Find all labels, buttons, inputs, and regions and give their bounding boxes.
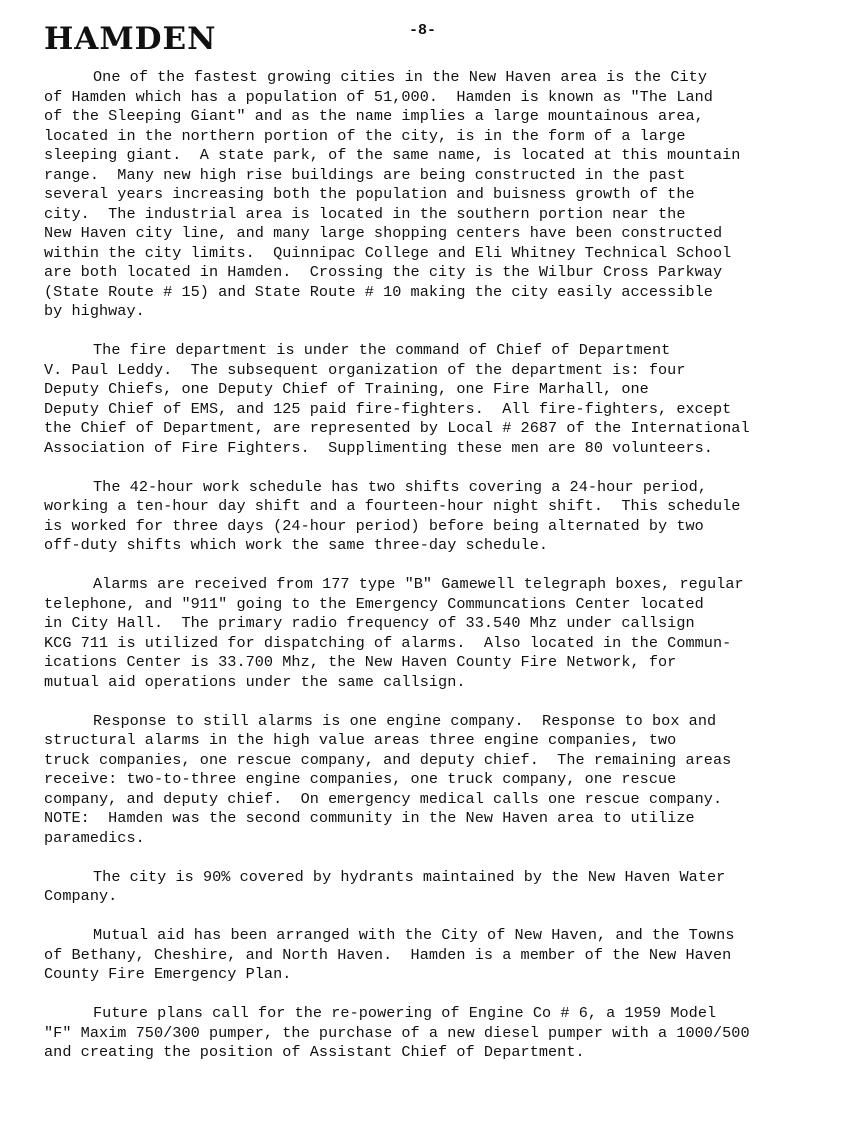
paragraph-line: ications Center is 33.700 Mhz, the New Haven County Fire Network, for <box>44 653 677 671</box>
paragraph-line: The city is 90% covered by hydrants maintained by the New Haven Water <box>93 867 726 886</box>
paragraph-line: receive: two-to-three engine companies, one truck company, one rescue <box>44 770 677 788</box>
paragraph-line: Deputy Chiefs, one Deputy Chief of Training, one Fire Marhall, one <box>44 380 649 398</box>
paragraph-line: is worked for three days (24-hour period) before being alternated by two <box>44 516 704 535</box>
page-number: -8- <box>409 22 437 39</box>
paragraph-4 <box>44 575 844 692</box>
paragraph-line: (State Route # 15) and State Route # 10 making the city easily accessible <box>44 282 713 301</box>
paragraph-line: Response to still alarms is one engine company. Response to box and <box>93 711 717 730</box>
paragraph-line: sleeping giant. A state park, of the same name, is located at this mountain <box>44 146 741 164</box>
paragraph-line: Association of Fire Fighters. Supplimenting these men are 80 volunteers. <box>44 438 713 457</box>
paragraph-line: "F" Maxim 750/300 pumper, the purchase of a new diesel pumper with a 1000/500 <box>44 1023 750 1042</box>
page-title: HAMDEN <box>44 21 217 57</box>
paragraph-line: working a ten-hour day shift and a fourteen-hour night shift. This schedule <box>44 497 741 515</box>
paragraph-line: and creating the position of Assistant Chief of Department. <box>44 1043 585 1061</box>
paragraph-line: the Chief of Department, are represented by Local # 2687 of the International <box>44 419 750 437</box>
paragraph-line: telephone, and "911" going to the Emergency Communcations Center located <box>44 594 704 613</box>
paragraph-line: are both located in Hamden. Crossing the city is the Wilbur Cross Parkway <box>44 263 723 281</box>
paragraph-line: in City Hall. The primary radio frequency of 33.540 Mhz under callsign <box>44 614 695 632</box>
paragraph-line: Deputy Chief of EMS, and 125 paid fire-fighters. All fire-fighters, except <box>44 399 732 418</box>
paragraph-line: One of the fastest growing cities in the New Haven area is the City <box>93 68 707 86</box>
paragraph-line: of Bethany, Cheshire, and North Haven. Hamden is a member of the New Haven <box>44 945 732 964</box>
paragraph-line: company, and deputy chief. On emergency medical calls one rescue company. <box>44 789 723 808</box>
paragraph-5 <box>44 712 844 849</box>
paragraph-line: The fire department is under the command of Chief of Department <box>93 341 671 359</box>
paragraph-line: structural alarms in the high value areas three engine companies, two <box>44 731 677 749</box>
paragraph-line: Mutual aid has been arranged with the City of New Haven, and the Towns <box>93 926 735 944</box>
paragraph-line: KCG 711 is utilized for dispatching of alarms. Also located in the Commun- <box>44 633 732 652</box>
paragraph-line: Company. <box>44 887 118 905</box>
paragraph-line: range. Many new high rise buildings are being constructed in the past <box>44 165 686 184</box>
paragraph-line: The 42-hour work schedule has two shifts covering a 24-hour period, <box>93 477 707 496</box>
document-body <box>44 68 844 1082</box>
paragraph-line: of the Sleeping Giant" and as the name implies a large mountainous area, <box>44 107 704 125</box>
paragraph-line: of Hamden which has a population of 51,000. Hamden is known as "The Land <box>44 87 713 106</box>
paragraph-line: Alarms are received from 177 type "B" Gamewell telegraph boxes, regular <box>93 575 744 593</box>
paragraph-line: paramedics. <box>44 828 145 847</box>
paragraph-line: by highway. <box>44 302 145 320</box>
paragraph-line: within the city limits. Quinnipac College and Eli Whitney Technical School <box>44 243 732 262</box>
paragraph-2 <box>44 341 844 458</box>
paragraph-line: off-duty shifts which work the same three-day schedule. <box>44 536 549 554</box>
paragraph-line: mutual aid operations under the same callsign. <box>44 672 466 691</box>
paragraph-line: city. The industrial area is located in the southern portion near the <box>44 204 686 223</box>
paragraph-1 <box>44 68 844 322</box>
paragraph-3 <box>44 478 844 556</box>
paragraph-line: V. Paul Leddy. The subsequent organization of the department is: four <box>44 360 686 379</box>
paragraph-8 <box>44 1004 844 1063</box>
paragraph-line: truck companies, one rescue company, and deputy chief. The remaining areas <box>44 750 732 769</box>
paragraph-line: located in the northern portion of the city, is in the form of a large <box>44 126 686 145</box>
paragraph-line: NOTE: Hamden was the second community in the New Haven area to utilize <box>44 809 695 827</box>
paragraph-line: County Fire Emergency Plan. <box>44 965 292 983</box>
paragraph-line: New Haven city line, and many large shopping centers have been constructed <box>44 224 723 242</box>
paragraph-6 <box>44 868 844 907</box>
paragraph-7 <box>44 926 844 985</box>
paragraph-line: Future plans call for the re-powering of Engine Co # 6, a 1959 Model <box>93 1004 717 1022</box>
paragraph-line: several years increasing both the population and buisness growth of the <box>44 185 695 203</box>
